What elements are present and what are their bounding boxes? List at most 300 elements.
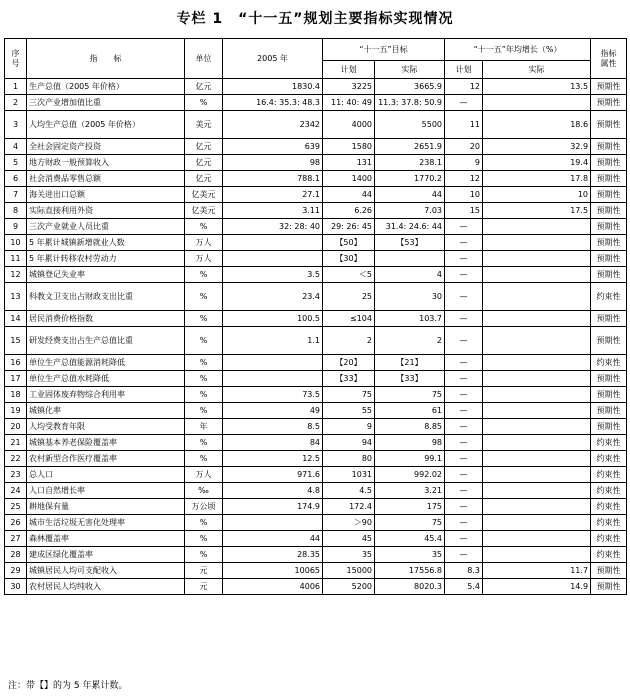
cell-2005: 2342: [223, 111, 323, 139]
cell-attr: 预期性: [591, 171, 627, 187]
cell-unit: 亿元: [185, 79, 223, 95]
cell-unit: %: [185, 371, 223, 387]
cell-attr: 预期性: [591, 387, 627, 403]
cell-unit: %: [185, 451, 223, 467]
cell-attr: 预期性: [591, 563, 627, 579]
cell-growth-actual: [483, 387, 591, 403]
cell-seq: 24: [5, 483, 27, 499]
cell-attr: 约束性: [591, 531, 627, 547]
cell-target-actual: 75: [375, 515, 445, 531]
cell-growth-actual: 11.7: [483, 563, 591, 579]
table-row: [5, 235, 627, 251]
cell-seq: 5: [5, 155, 27, 171]
cell-2005: 788.1: [223, 171, 323, 187]
table-row: [5, 95, 627, 111]
cell-unit: %: [185, 547, 223, 563]
cell-target-actual: 30: [375, 283, 445, 311]
cell-2005: [223, 371, 323, 387]
cell-target-plan: 3225: [323, 79, 375, 95]
cell-growth-plan: —: [445, 515, 483, 531]
cell-2005: [223, 355, 323, 371]
cell-target-plan: 11: 40: 49: [323, 95, 375, 111]
cell-seq: 4: [5, 139, 27, 155]
cell-attr: 预期性: [591, 579, 627, 595]
cell-target-plan: 1580: [323, 139, 375, 155]
cell-target-actual: 11.3: 37.8: 50.9: [375, 95, 445, 111]
cell-growth-plan: —: [445, 451, 483, 467]
cell-attr: 预期性: [591, 79, 627, 95]
table-row: [5, 203, 627, 219]
cell-target-actual: [375, 251, 445, 267]
header-growth-plan: 计划: [445, 61, 483, 79]
cell-target-plan: 9: [323, 419, 375, 435]
cell-target-plan: 4000: [323, 111, 375, 139]
cell-seq: 8: [5, 203, 27, 219]
cell-attr: 约束性: [591, 547, 627, 563]
cell-growth-plan: —: [445, 547, 483, 563]
cell-growth-actual: [483, 267, 591, 283]
cell-unit: %: [185, 219, 223, 235]
cell-2005: 639: [223, 139, 323, 155]
cell-growth-actual: [483, 311, 591, 327]
cell-2005: 27.1: [223, 187, 323, 203]
cell-growth-actual: [483, 403, 591, 419]
cell-attr: 约束性: [591, 451, 627, 467]
cell-indicator: 人均受教育年限: [27, 419, 185, 435]
cell-unit: 亿元: [185, 171, 223, 187]
cell-unit: %: [185, 403, 223, 419]
cell-unit: %: [185, 327, 223, 355]
cell-target-plan: 15000: [323, 563, 375, 579]
cell-unit: %: [185, 311, 223, 327]
cell-seq: 11: [5, 251, 27, 267]
table-row: [5, 371, 627, 387]
cell-target-plan: 94: [323, 435, 375, 451]
cell-growth-actual: [483, 499, 591, 515]
cell-growth-plan: —: [445, 531, 483, 547]
cell-growth-actual: [483, 327, 591, 355]
cell-attr: 预期性: [591, 219, 627, 235]
cell-indicator: 科教文卫支出占财政支出比重: [27, 283, 185, 311]
cell-growth-plan: —: [445, 235, 483, 251]
cell-growth-plan: —: [445, 355, 483, 371]
table-row: [5, 139, 627, 155]
cell-2005: 16.4: 35.3: 48.3: [223, 95, 323, 111]
cell-growth-actual: [483, 235, 591, 251]
cell-attr: 预期性: [591, 311, 627, 327]
cell-2005: 971.6: [223, 467, 323, 483]
cell-indicator: 单位生产总值能源消耗降低: [27, 355, 185, 371]
cell-2005: 44: [223, 531, 323, 547]
cell-target-plan: 1400: [323, 171, 375, 187]
cell-attr: 预期性: [591, 235, 627, 251]
header-target-plan: 计划: [323, 61, 375, 79]
cell-growth-plan: —: [445, 327, 483, 355]
table-row: [5, 403, 627, 419]
cell-target-actual: 45.4: [375, 531, 445, 547]
cell-target-actual: 75: [375, 387, 445, 403]
cell-attr: 预期性: [591, 139, 627, 155]
cell-seq: 21: [5, 435, 27, 451]
header-growth-group: “十一五”年均增长（%）: [445, 39, 591, 61]
cell-target-actual: 992.02: [375, 467, 445, 483]
cell-indicator: 城镇基本养老保险覆盖率: [27, 435, 185, 451]
table-row: [5, 467, 627, 483]
cell-unit: %: [185, 283, 223, 311]
cell-growth-plan: —: [445, 483, 483, 499]
cell-seq: 12: [5, 267, 27, 283]
cell-unit: %: [185, 387, 223, 403]
table-row: [5, 355, 627, 371]
cell-target-plan: 6.26: [323, 203, 375, 219]
cell-unit: 元: [185, 563, 223, 579]
cell-indicator: 三次产业增加值比重: [27, 95, 185, 111]
cell-seq: 22: [5, 451, 27, 467]
cell-target-plan: 1031: [323, 467, 375, 483]
cell-seq: 23: [5, 467, 27, 483]
cell-growth-plan: —: [445, 419, 483, 435]
cell-attr: 约束性: [591, 499, 627, 515]
cell-target-plan: 29: 26: 45: [323, 219, 375, 235]
cell-2005: 12.5: [223, 451, 323, 467]
cell-growth-plan: —: [445, 467, 483, 483]
cell-target-actual: 3665.9: [375, 79, 445, 95]
cell-growth-plan: 5.4: [445, 579, 483, 595]
cell-seq: 13: [5, 283, 27, 311]
cell-attr: 预期性: [591, 111, 627, 139]
cell-seq: 18: [5, 387, 27, 403]
cell-target-plan: 5200: [323, 579, 375, 595]
cell-growth-plan: —: [445, 267, 483, 283]
cell-growth-plan: 12: [445, 171, 483, 187]
cell-indicator: 全社会固定资产投资: [27, 139, 185, 155]
cell-growth-plan: —: [445, 251, 483, 267]
cell-indicator: 人口自然增长率: [27, 483, 185, 499]
cell-seq: 19: [5, 403, 27, 419]
cell-growth-actual: [483, 95, 591, 111]
cell-target-actual: 3.21: [375, 483, 445, 499]
cell-unit: %: [185, 267, 223, 283]
cell-unit: 万人: [185, 235, 223, 251]
cell-seq: 6: [5, 171, 27, 187]
cell-growth-plan: 15: [445, 203, 483, 219]
cell-2005: 100.5: [223, 311, 323, 327]
cell-target-actual: 【33】: [375, 371, 445, 387]
cell-attr: 预期性: [591, 327, 627, 355]
cell-target-actual: 4: [375, 267, 445, 283]
cell-growth-plan: 20: [445, 139, 483, 155]
cell-growth-plan: —: [445, 403, 483, 419]
cell-target-actual: 2651.9: [375, 139, 445, 155]
cell-target-actual: 5500: [375, 111, 445, 139]
cell-growth-actual: [483, 483, 591, 499]
cell-target-plan: 131: [323, 155, 375, 171]
cell-target-actual: 7.03: [375, 203, 445, 219]
cell-attr: 预期性: [591, 155, 627, 171]
header-2005: 2005 年: [223, 39, 323, 79]
cell-seq: 14: [5, 311, 27, 327]
footnote: 注：带【】的为 5 年累计数。: [8, 681, 128, 691]
cell-indicator: 生产总值（2005 年价格）: [27, 79, 185, 95]
cell-2005: [223, 251, 323, 267]
cell-growth-actual: 10: [483, 187, 591, 203]
header-unit: 单位: [185, 39, 223, 79]
cell-seq: 10: [5, 235, 27, 251]
cell-unit: 万人: [185, 251, 223, 267]
cell-target-actual: 44: [375, 187, 445, 203]
cell-growth-plan: —: [445, 387, 483, 403]
cell-2005: 1.1: [223, 327, 323, 355]
cell-growth-actual: [483, 435, 591, 451]
cell-indicator: 三次产业就业人员比重: [27, 219, 185, 235]
page-title: 专栏 1 “十一五”规划主要指标实现情况: [176, 11, 454, 27]
cell-attr: 预期性: [591, 403, 627, 419]
cell-target-actual: 98: [375, 435, 445, 451]
cell-growth-actual: [483, 219, 591, 235]
cell-growth-plan: 8.3: [445, 563, 483, 579]
cell-indicator: 农村居民人均纯收入: [27, 579, 185, 595]
cell-growth-actual: [483, 531, 591, 547]
cell-growth-plan: —: [445, 283, 483, 311]
indicator-table: [4, 38, 627, 595]
cell-growth-actual: 14.9: [483, 579, 591, 595]
cell-growth-actual: [483, 419, 591, 435]
cell-unit: %: [185, 515, 223, 531]
cell-2005: 3.11: [223, 203, 323, 219]
cell-attr: 预期性: [591, 251, 627, 267]
cell-seq: 1: [5, 79, 27, 95]
cell-growth-actual: [483, 283, 591, 311]
table-row: [5, 311, 627, 327]
cell-seq: 26: [5, 515, 27, 531]
cell-2005: 4006: [223, 579, 323, 595]
table-row: [5, 219, 627, 235]
table-row: [5, 435, 627, 451]
cell-growth-plan: 10: [445, 187, 483, 203]
header-growth-actual: 实际: [483, 61, 591, 79]
table-body: [5, 79, 627, 595]
cell-target-actual: 1770.2: [375, 171, 445, 187]
cell-indicator: 建成区绿化覆盖率: [27, 547, 185, 563]
cell-attr: 预期性: [591, 371, 627, 387]
cell-growth-actual: [483, 547, 591, 563]
cell-growth-actual: 32.9: [483, 139, 591, 155]
cell-seq: 28: [5, 547, 27, 563]
cell-unit: 元: [185, 579, 223, 595]
cell-2005: 73.5: [223, 387, 323, 403]
cell-target-plan: 80: [323, 451, 375, 467]
cell-indicator: 社会消费品零售总额: [27, 171, 185, 187]
cell-attr: 约束性: [591, 483, 627, 499]
table-row: [5, 547, 627, 563]
cell-target-plan: 2: [323, 327, 375, 355]
cell-indicator: 地方财政一般预算收入: [27, 155, 185, 171]
cell-indicator: 城市生活垃圾无害化处理率: [27, 515, 185, 531]
header-attr: 指标 属性: [591, 39, 627, 79]
table-row: [5, 515, 627, 531]
table-row: [5, 483, 627, 499]
table-row: [5, 531, 627, 547]
cell-growth-plan: —: [445, 371, 483, 387]
cell-target-actual: 103.7: [375, 311, 445, 327]
cell-indicator: 森林覆盖率: [27, 531, 185, 547]
cell-target-plan: 172.4: [323, 499, 375, 515]
cell-target-plan: 35: [323, 547, 375, 563]
table-row: [5, 155, 627, 171]
cell-target-plan: 75: [323, 387, 375, 403]
cell-target-plan: 【30】: [323, 251, 375, 267]
cell-growth-actual: 17.8: [483, 171, 591, 187]
cell-growth-actual: 13.5: [483, 79, 591, 95]
cell-attr: 约束性: [591, 355, 627, 371]
cell-seq: 17: [5, 371, 27, 387]
cell-target-plan: ＜5: [323, 267, 375, 283]
cell-growth-plan: —: [445, 311, 483, 327]
cell-seq: 3: [5, 111, 27, 139]
cell-target-actual: 31.4: 24.6: 44: [375, 219, 445, 235]
cell-attr: 预期性: [591, 95, 627, 111]
cell-indicator: 耕地保有量: [27, 499, 185, 515]
table-row: [5, 327, 627, 355]
cell-growth-plan: —: [445, 499, 483, 515]
cell-growth-plan: 12: [445, 79, 483, 95]
cell-growth-actual: 17.5: [483, 203, 591, 219]
cell-unit: 万人: [185, 467, 223, 483]
cell-indicator: 农村新型合作医疗覆盖率: [27, 451, 185, 467]
cell-indicator: 总人口: [27, 467, 185, 483]
cell-seq: 29: [5, 563, 27, 579]
table-row: [5, 283, 627, 311]
cell-target-actual: 175: [375, 499, 445, 515]
cell-seq: 16: [5, 355, 27, 371]
table-row: [5, 579, 627, 595]
table-row: [5, 499, 627, 515]
cell-target-plan: 44: [323, 187, 375, 203]
cell-seq: 25: [5, 499, 27, 515]
cell-target-plan: ≤104: [323, 311, 375, 327]
cell-attr: 约束性: [591, 467, 627, 483]
cell-target-actual: 99.1: [375, 451, 445, 467]
cell-2005: 10065: [223, 563, 323, 579]
table-row: [5, 79, 627, 95]
cell-2005: 84: [223, 435, 323, 451]
cell-unit: 万公顷: [185, 499, 223, 515]
cell-unit: 亿元: [185, 155, 223, 171]
cell-indicator: 研发经费支出占生产总值比重: [27, 327, 185, 355]
cell-seq: 9: [5, 219, 27, 235]
cell-seq: 30: [5, 579, 27, 595]
cell-indicator: 5 年累计转移农村劳动力: [27, 251, 185, 267]
table-row: [5, 187, 627, 203]
cell-growth-plan: —: [445, 95, 483, 111]
cell-unit: %: [185, 435, 223, 451]
cell-target-actual: 17556.8: [375, 563, 445, 579]
cell-target-actual: 【53】: [375, 235, 445, 251]
table-row: [5, 251, 627, 267]
cell-2005: 23.4: [223, 283, 323, 311]
header-target-actual: 实际: [375, 61, 445, 79]
cell-target-actual: 【21】: [375, 355, 445, 371]
header-target-group: “十一五”目标: [323, 39, 445, 61]
cell-unit: %: [185, 531, 223, 547]
cell-target-actual: 35: [375, 547, 445, 563]
cell-attr: 预期性: [591, 203, 627, 219]
cell-growth-plan: 9: [445, 155, 483, 171]
cell-unit: 亿美元: [185, 187, 223, 203]
table-row: [5, 563, 627, 579]
cell-growth-actual: [483, 355, 591, 371]
cell-indicator: 城镇居民人均可支配收入: [27, 563, 185, 579]
cell-2005: 8.5: [223, 419, 323, 435]
cell-growth-plan: 11: [445, 111, 483, 139]
cell-indicator: 城镇化率: [27, 403, 185, 419]
header-indicator: 指 标: [27, 39, 185, 79]
cell-2005: 1830.4: [223, 79, 323, 95]
cell-target-plan: 【33】: [323, 371, 375, 387]
table-row: [5, 267, 627, 283]
cell-growth-actual: [483, 251, 591, 267]
cell-unit: 美元: [185, 111, 223, 139]
table-row: [5, 171, 627, 187]
cell-target-plan: 55: [323, 403, 375, 419]
cell-attr: 预期性: [591, 419, 627, 435]
cell-indicator: 工业固体废弃物综合利用率: [27, 387, 185, 403]
cell-seq: 20: [5, 419, 27, 435]
cell-growth-actual: [483, 467, 591, 483]
cell-2005: 174.9: [223, 499, 323, 515]
cell-growth-actual: 18.6: [483, 111, 591, 139]
cell-2005: 98: [223, 155, 323, 171]
cell-attr: 预期性: [591, 187, 627, 203]
cell-indicator: 居民消费价格指数: [27, 311, 185, 327]
cell-2005: 32: 28: 40: [223, 219, 323, 235]
cell-growth-actual: [483, 451, 591, 467]
cell-target-plan: 【50】: [323, 235, 375, 251]
cell-target-plan: 45: [323, 531, 375, 547]
cell-2005: [223, 235, 323, 251]
cell-attr: 约束性: [591, 435, 627, 451]
cell-unit: 亿元: [185, 139, 223, 155]
cell-unit: 年: [185, 419, 223, 435]
cell-target-actual: 61: [375, 403, 445, 419]
cell-growth-plan: —: [445, 219, 483, 235]
cell-2005: [223, 515, 323, 531]
cell-target-actual: 8020.3: [375, 579, 445, 595]
cell-seq: 2: [5, 95, 27, 111]
table-row: [5, 419, 627, 435]
cell-unit: %: [185, 95, 223, 111]
cell-attr: 约束性: [591, 283, 627, 311]
cell-indicator: 5 年累计城镇新增就业人数: [27, 235, 185, 251]
header-seq: 序 号: [5, 39, 27, 79]
cell-target-actual: 238.1: [375, 155, 445, 171]
cell-indicator: 海关进出口总额: [27, 187, 185, 203]
cell-target-actual: 8.85: [375, 419, 445, 435]
cell-2005: 4.8: [223, 483, 323, 499]
cell-2005: 28.35: [223, 547, 323, 563]
cell-unit: 亿美元: [185, 203, 223, 219]
cell-target-plan: 4.5: [323, 483, 375, 499]
table-row: [5, 387, 627, 403]
cell-growth-actual: 19.4: [483, 155, 591, 171]
cell-seq: 15: [5, 327, 27, 355]
cell-2005: 49: [223, 403, 323, 419]
table-row: [5, 451, 627, 467]
cell-target-plan: 【20】: [323, 355, 375, 371]
cell-2005: 3.5: [223, 267, 323, 283]
cell-indicator: 实际直接利用外资: [27, 203, 185, 219]
cell-attr: 约束性: [591, 515, 627, 531]
